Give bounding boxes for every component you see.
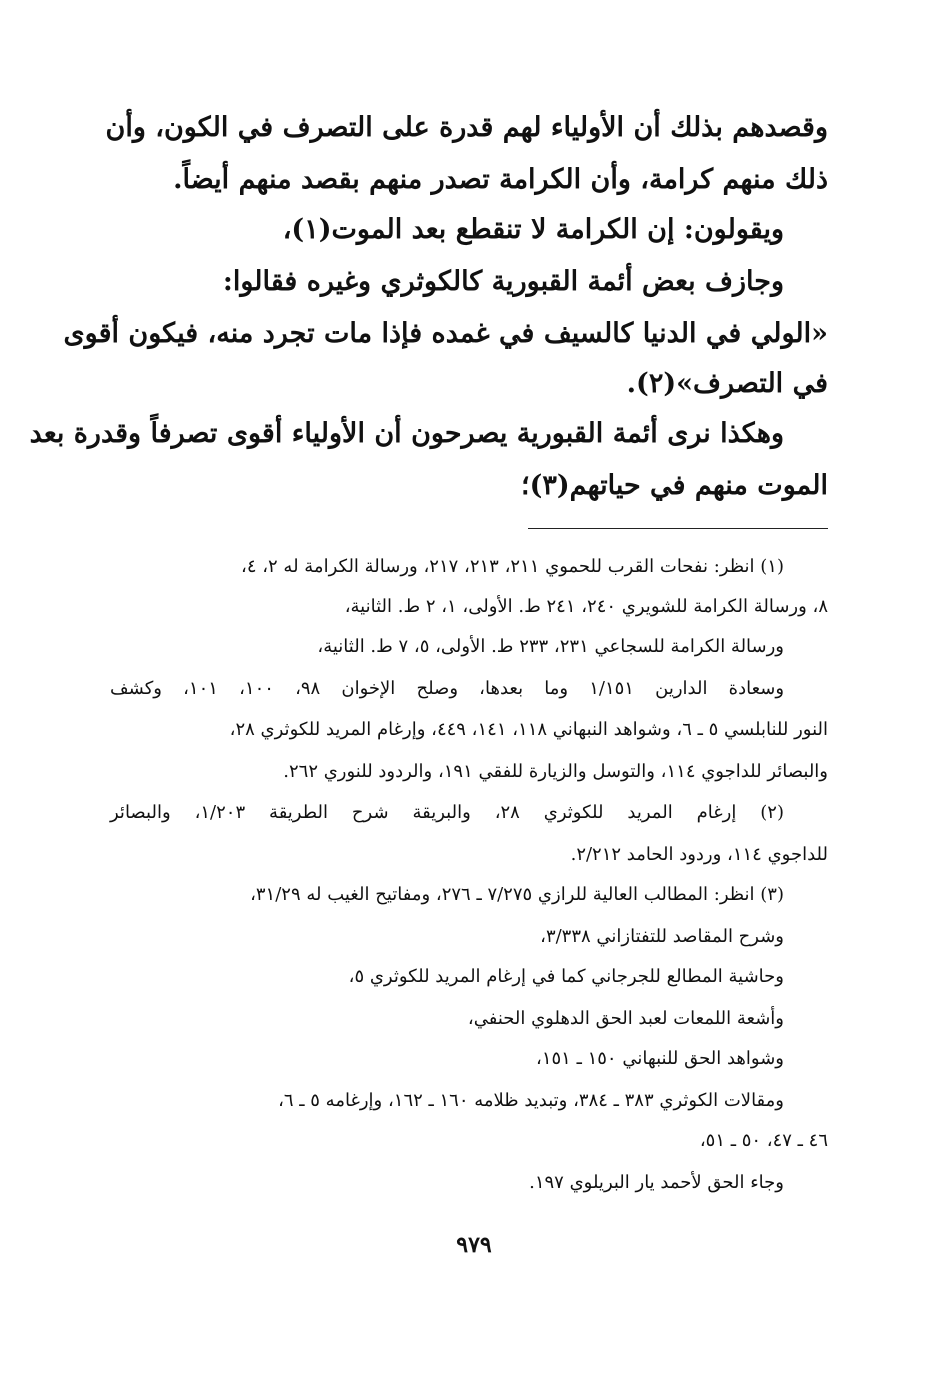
footnote-line-4: وسعادة الدارين ١/١٥١ وما بعدها، وصلح الإخوان ٩٨، ١٠٠، ١٠١، وكشف — [110, 678, 785, 699]
footnote-line-13: وشواهد الحق للنبهاني ١٥٠ ـ ١٥١، — [536, 1048, 784, 1069]
body-line-2: ذلك منهم كرامة، وأن الكرامة تصدر منهم بقصد منهم أيضاً. — [173, 164, 828, 195]
body-line-8: الموت منهم في حياتهم(٣)؛ — [521, 470, 828, 501]
footnote-line-6: والبصائر للداجوي ١١٤، والتوسل والزيارة للفقي ١٩١، والردود للنوري ٢٦٢. — [283, 761, 828, 782]
footnote-line-16: وجاء الحق لأحمد يار البريلوي ١٩٧. — [529, 1172, 784, 1193]
footnote-line-7: (٢) إرغام المريد للكوثري ٢٨، والبريقة شرح الطريقة ١/٢٠٣، والبصائر — [110, 802, 784, 823]
footnote-line-9: (٣) انظر: المطالب العالية للرازي ٧/٢٧٥ ـ ٢٧٦، ومفاتيح الغيب له ٣١/٢٩، — [250, 884, 784, 905]
footnote-line-11: وحاشية المطالع للجرجاني كما في إرغام المريد للكوثري ٥، — [348, 966, 784, 987]
footnote-line-14: ومقالات الكوثري ٣٨٣ ـ ٣٨٤، وتبديد ظلامه ١٦٠ ـ ١٦٢، وإرغامه ٥ ـ ٦، — [278, 1090, 784, 1111]
footnote-divider — [528, 528, 828, 529]
body-line-6: في التصرف»(٢). — [626, 368, 828, 399]
footnote-line-12: وأشعة اللمعات لعبد الحق الدهلوي الحنفي، — [467, 1008, 784, 1029]
body-line-1: وقصدهم بذلك أن الأولياء لهم قدرة على التصرف في الكون، وأن — [105, 112, 828, 143]
page-number: ٩٧٩ — [456, 1232, 492, 1258]
body-line-7: وهكذا نرى أئمة القبورية يصرحون أن الأولياء أقوى تصرفاً وقدرة بعد — [29, 418, 784, 449]
footnote-line-10: وشرح المقاصد للتفتازاني ٣/٣٣٨، — [540, 926, 784, 947]
footnote-line-8: للداجوي ١١٤، وردود الحامد ٢/٢١٢. — [570, 844, 828, 865]
footnote-line-2: ٨، ورسالة الكرامة للشويري ٢٤٠، ٢٤١ ط. الأولى، ١، ٢ ط. الثانية، — [344, 596, 828, 617]
body-line-3: ويقولون: إن الكرامة لا تنقطع بعد الموت(١)، — [282, 214, 784, 245]
footnote-line-3: ورسالة الكرامة للسجاعي ٢٣١، ٢٣٣ ط. الأولى، ٥، ٧ ط. الثانية، — [317, 636, 784, 657]
document-page — [29, 0, 828, 1373]
body-line-4: وجازف بعض أئمة القبورية كالكوثري وغيره فقالوا: — [222, 266, 784, 297]
footnote-line-5: النور للنابلسي ٥ ـ ٦، وشواهد النبهاني ١١٨، ١٤١، ٤٤٩، وإرغام المريد للكوثري ٢٨، — [229, 719, 828, 740]
body-line-5: «الولي في الدنيا كالسيف في غمده فإذا مات تجرد منه، فيكون أقوى — [63, 318, 828, 349]
footnote-line-15: ٤٦ ـ ٤٧، ٥٠ ـ ٥١، — [699, 1130, 828, 1151]
footnote-line-1: (١) انظر: نفحات القرب للحموي ٢١١، ٢١٣، ٢١٧، ورسالة الكرامة له ٢، ٤، — [241, 556, 784, 577]
